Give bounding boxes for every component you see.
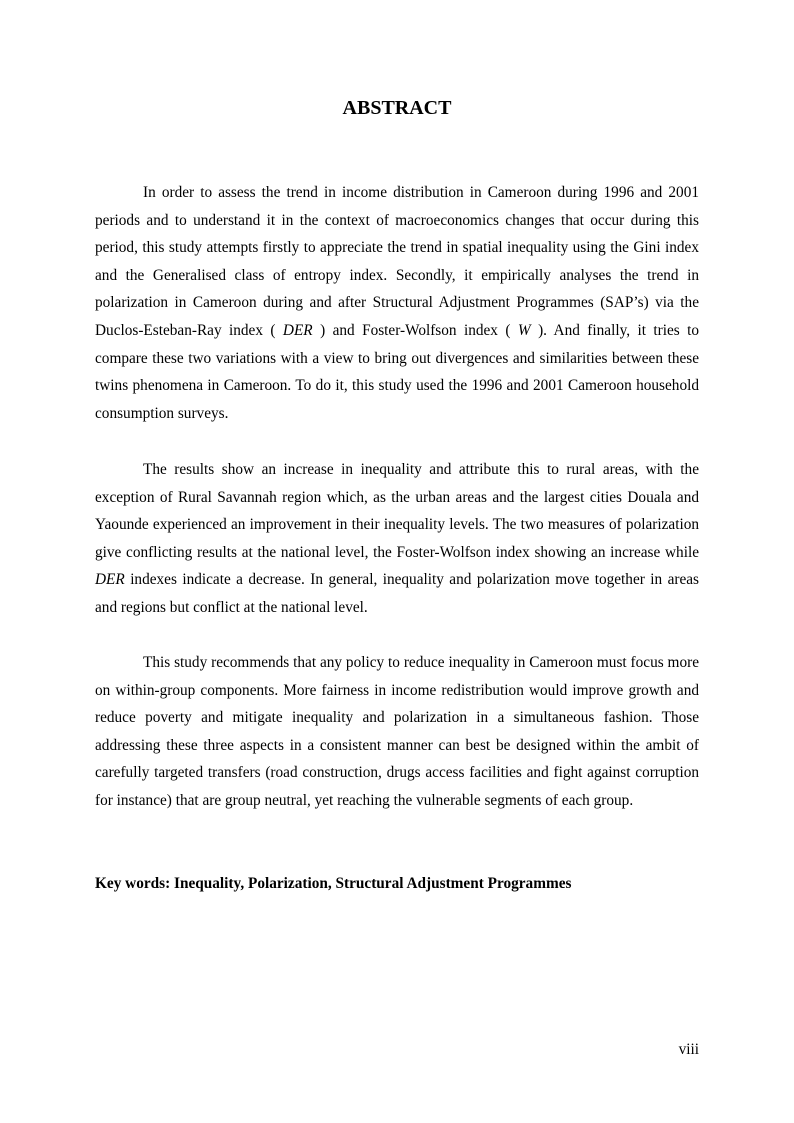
keywords-line: Key words: Inequality, Polarization, Structural Adjustment Programmes <box>95 875 572 892</box>
abstract-paragraph-2 <box>95 456 699 622</box>
w-symbol: W <box>517 321 531 339</box>
paragraph-2-text-part-2: indexes indicate a decrease. In general, inequality and polarization move together in areas and regions but conflict at the national level. <box>95 571 699 616</box>
paragraph-1-text-part-1: In order to assess the trend in income distribution in Cameroon during 1996 and 2001 periods and to understand it in the context of macroeconomics changes that occur during this period, this study attempts firstly to appreciate the trend in spatial inequality using the Gini index and the Generalised class of entropy index. Secondly, it empirically analyses the trend in polarization in Cameroon during and after Structural Adjustment Programmes (SAP’s) via the Duclos-Esteban-Ray index ( <box>95 184 699 339</box>
abstract-title: ABSTRACT <box>342 97 452 119</box>
document-page <box>95 0 699 1123</box>
page-number: viii <box>678 1041 699 1058</box>
paragraph-1-text-part-3: ). And finally, it tries to compare these two variations with a view to bring out divergences and similarities between these twins phenomena in Cameroon. To do it, this study used the 1996 and 2001 Cameroon household consumption surveys. <box>95 321 700 422</box>
der-symbol-2: DER <box>95 571 125 589</box>
abstract-paragraph-3: This study recommends that any policy to reduce inequality in Cameroon must focus more on within-group components. More fairness in income redistribution would improve growth and reduce poverty and mitigate inequality and polarization in a simultaneous fashion. Those addressing these three aspects in a consistent manner can best be designed within the ambit of carefully targeted transfers (road construction, drugs access facilities and fight against corruption for instance) that are group neutral, yet reaching the vulnerable segments of each group. <box>95 654 699 809</box>
paragraph-1-text-part-2: ) and Foster-Wolfson index ( <box>320 321 511 339</box>
paragraph-2-text-part-1: The results show an increase in inequality and attribute this to rural areas, with the exception of Rural Savannah region which, as the urban areas and the largest cities Douala and Yaounde experienced an improvement in their inequality levels. The two measures of polarization give conflicting results at the national level, the Foster-Wolfson index showing an increase while <box>95 461 699 561</box>
abstract-paragraph-1 <box>95 179 699 427</box>
der-symbol: DER <box>282 321 313 339</box>
